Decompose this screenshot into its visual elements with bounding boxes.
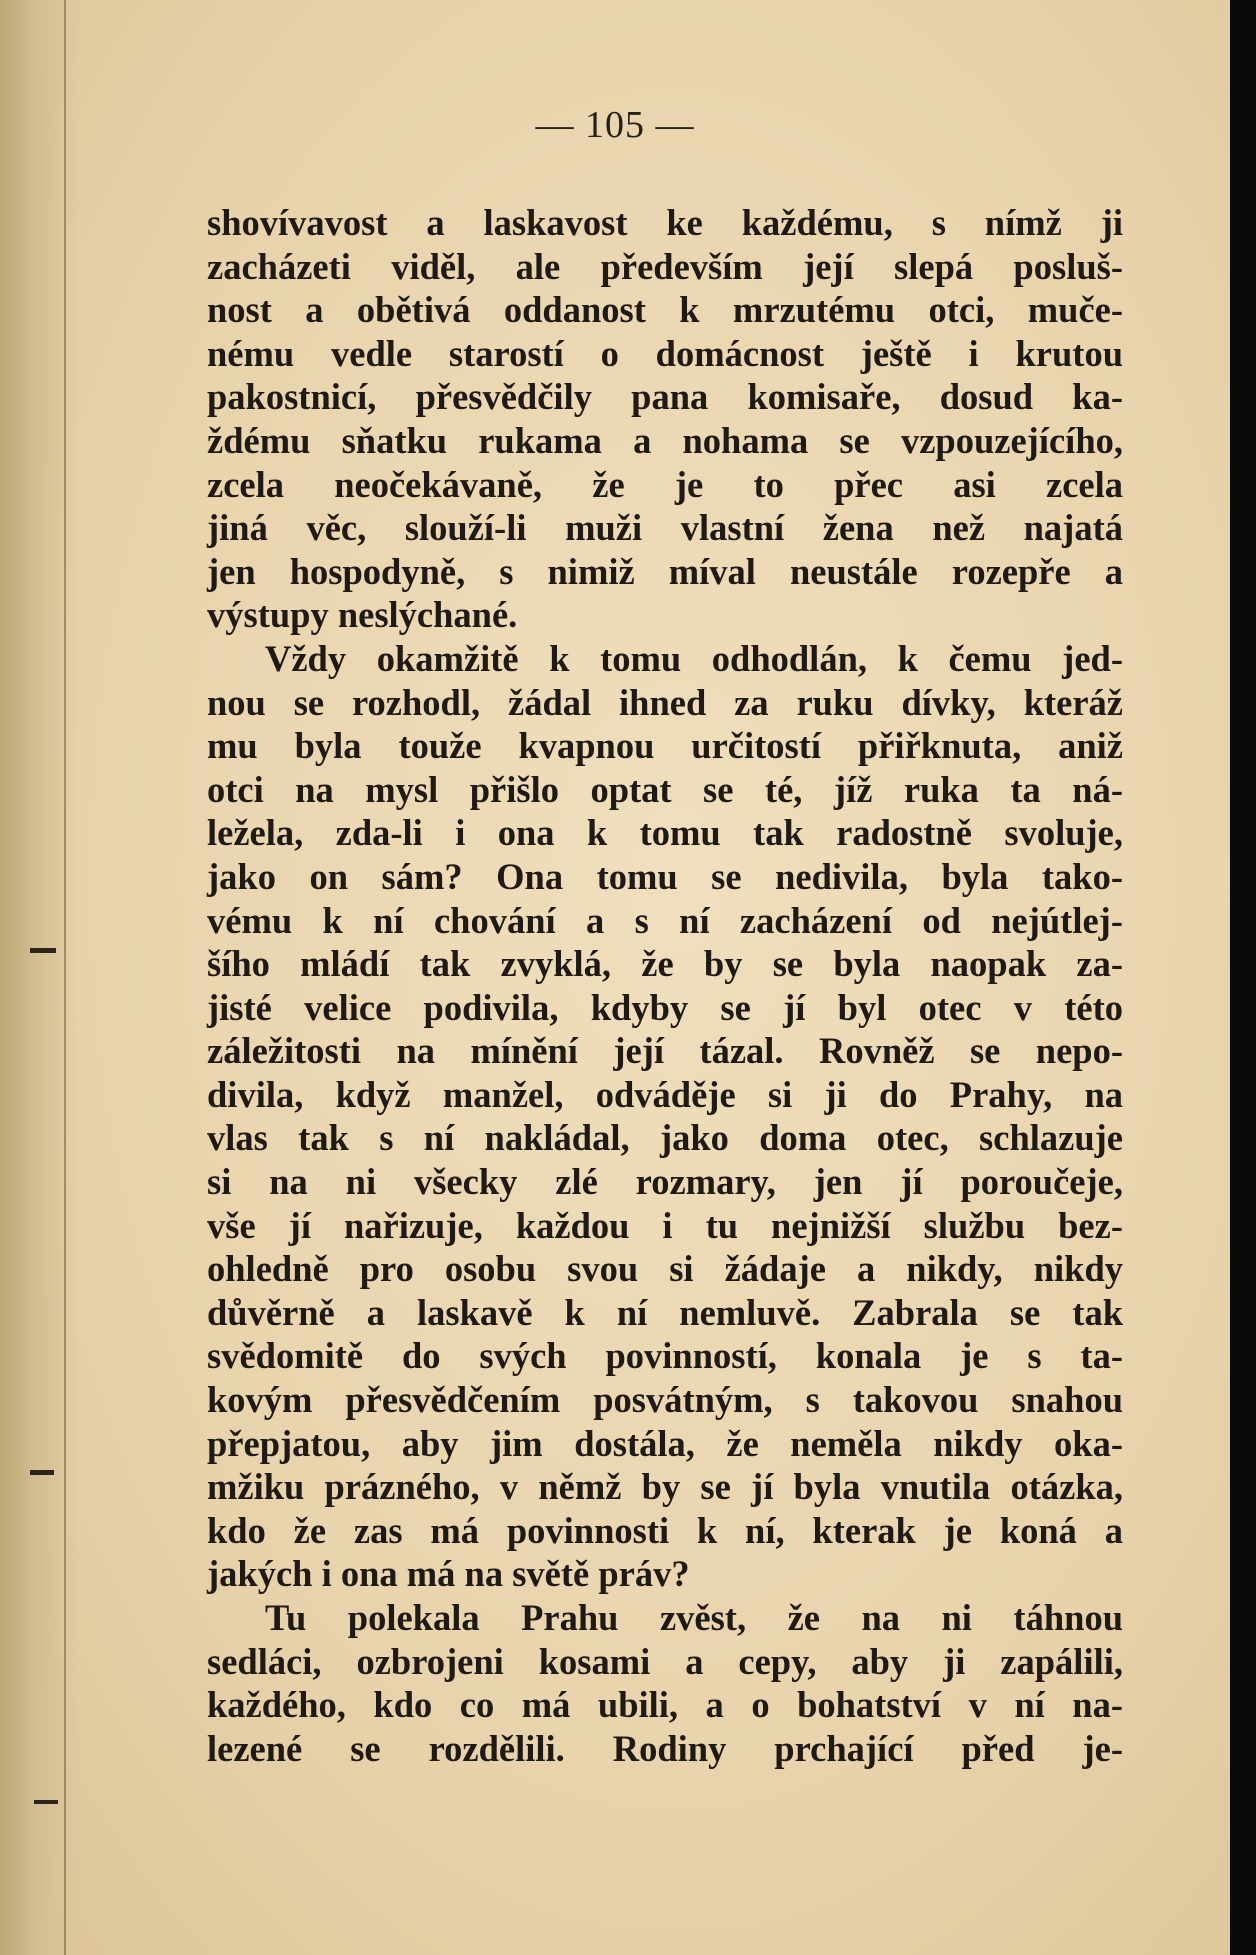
text-line: důvěrně a laskavě k ní nemluvě. Zabrala se tak [207, 1291, 1123, 1333]
text-line: lezené se rozdělili. Rodiny prchající před je- [207, 1727, 1123, 1769]
text-line: jako on sám? Ona tomu se nedivila, byla tako- [207, 855, 1123, 897]
text-line: vému k ní chování a s ní zacházení od nejútlej- [207, 899, 1123, 941]
ink-mark [34, 1800, 58, 1804]
ink-mark [30, 1470, 54, 1475]
paragraph-1 [207, 201, 1123, 637]
text-line [207, 637, 1123, 681]
text-line: mu byla touže kvapnou určitostí přiřknuta, aniž [207, 725, 1123, 767]
text-line: nému vedle starostí o domácnost ještě i krutou [207, 332, 1123, 374]
body-text [207, 201, 1123, 1770]
paragraph-3 [207, 1596, 1123, 1770]
text-line-content: Vždy okamžitě k tomu odhodlán, k čemu jed- [265, 637, 1123, 679]
text-line [207, 1596, 1123, 1640]
text-line: šího mládí tak zvyklá, že by se byla naopak za- [207, 943, 1123, 985]
text-line: shovívavost a laskavost ke každému, s nímž ji [207, 202, 1123, 243]
text-line: každého, kdo co má ubili, a o bohatství v ní na- [207, 1684, 1123, 1726]
text-line: nou se rozhodl, žádal ihned za ruku dívky, kteráž [207, 681, 1123, 723]
text-line: otci na mysl přišlo optat se té, jíž ruka ta ná- [207, 768, 1123, 810]
text-line: jisté velice podivila, kdyby se jí byl otec v této [207, 986, 1123, 1028]
text-line: jen hospodyně, s nimiž míval neustále rozepře a [207, 550, 1123, 592]
text-line: zcela neočekávaně, že je to přec asi zcela [207, 463, 1123, 505]
text-line: mžiku prázného, v němž by se jí byla vnutila otázka, [207, 1466, 1123, 1508]
paragraph-2 [207, 637, 1123, 1596]
text-line: pakostnicí, přesvědčily pana komisaře, dosud ka- [207, 376, 1123, 418]
page-number: — 105 — [535, 104, 695, 146]
text-line: výstupy neslýchané. [207, 594, 518, 636]
text-line: vlas tak s ní nakládal, jako doma otec, schlazuje [207, 1117, 1123, 1159]
text-line: kovým přesvědčením posvátným, s takovou snahou [207, 1379, 1123, 1421]
text-line: nost a obětivá oddanost k mrzutému otci, muče- [207, 289, 1123, 331]
text-line: záležitosti na mínění její tázal. Rovněž se nepo- [207, 1030, 1123, 1072]
text-line-content: Tu polekala Prahu zvěst, že na ni táhnou [265, 1597, 1123, 1638]
text-line: zacházeti viděl, ale především její slepá posluš- [207, 245, 1123, 287]
text-line: svědomitě do svých povinností, konala je s ta- [207, 1335, 1123, 1377]
text-line: kdo že zas má povinnosti k ní, kterak je koná a [207, 1509, 1123, 1551]
text-line: ohledně pro osobu svou si žádaje a nikdy, nikdy [207, 1248, 1123, 1290]
binding-edge-line [64, 0, 66, 1955]
text-line: vše jí nařizuje, každou i tu nejnižší službu bez- [207, 1204, 1123, 1246]
text-line: sedláci, ozbrojeni kosami a cepy, aby ji zapálili, [207, 1640, 1123, 1682]
text-line: ždému sňatku rukama a nohama se vzpouzejícího, [207, 419, 1123, 461]
binding-shadow [0, 0, 80, 1955]
text-line: divila, když manžel, odváděje si ji do Prahy, na [207, 1073, 1123, 1115]
text-line: si na ni všecky zlé rozmary, jen jí poroučeje, [207, 1161, 1123, 1203]
text-line: jiná věc, slouží-li muži vlastní žena než najatá [207, 507, 1123, 549]
ink-mark [30, 948, 56, 953]
text-line: jakých i ona má na světě práv? [207, 1553, 690, 1595]
text-line: ležela, zda-li i ona k tomu tak radostně svoluje, [207, 812, 1123, 854]
text-line: přepjatou, aby jim dostála, že neměla nikdy oka- [207, 1422, 1123, 1464]
